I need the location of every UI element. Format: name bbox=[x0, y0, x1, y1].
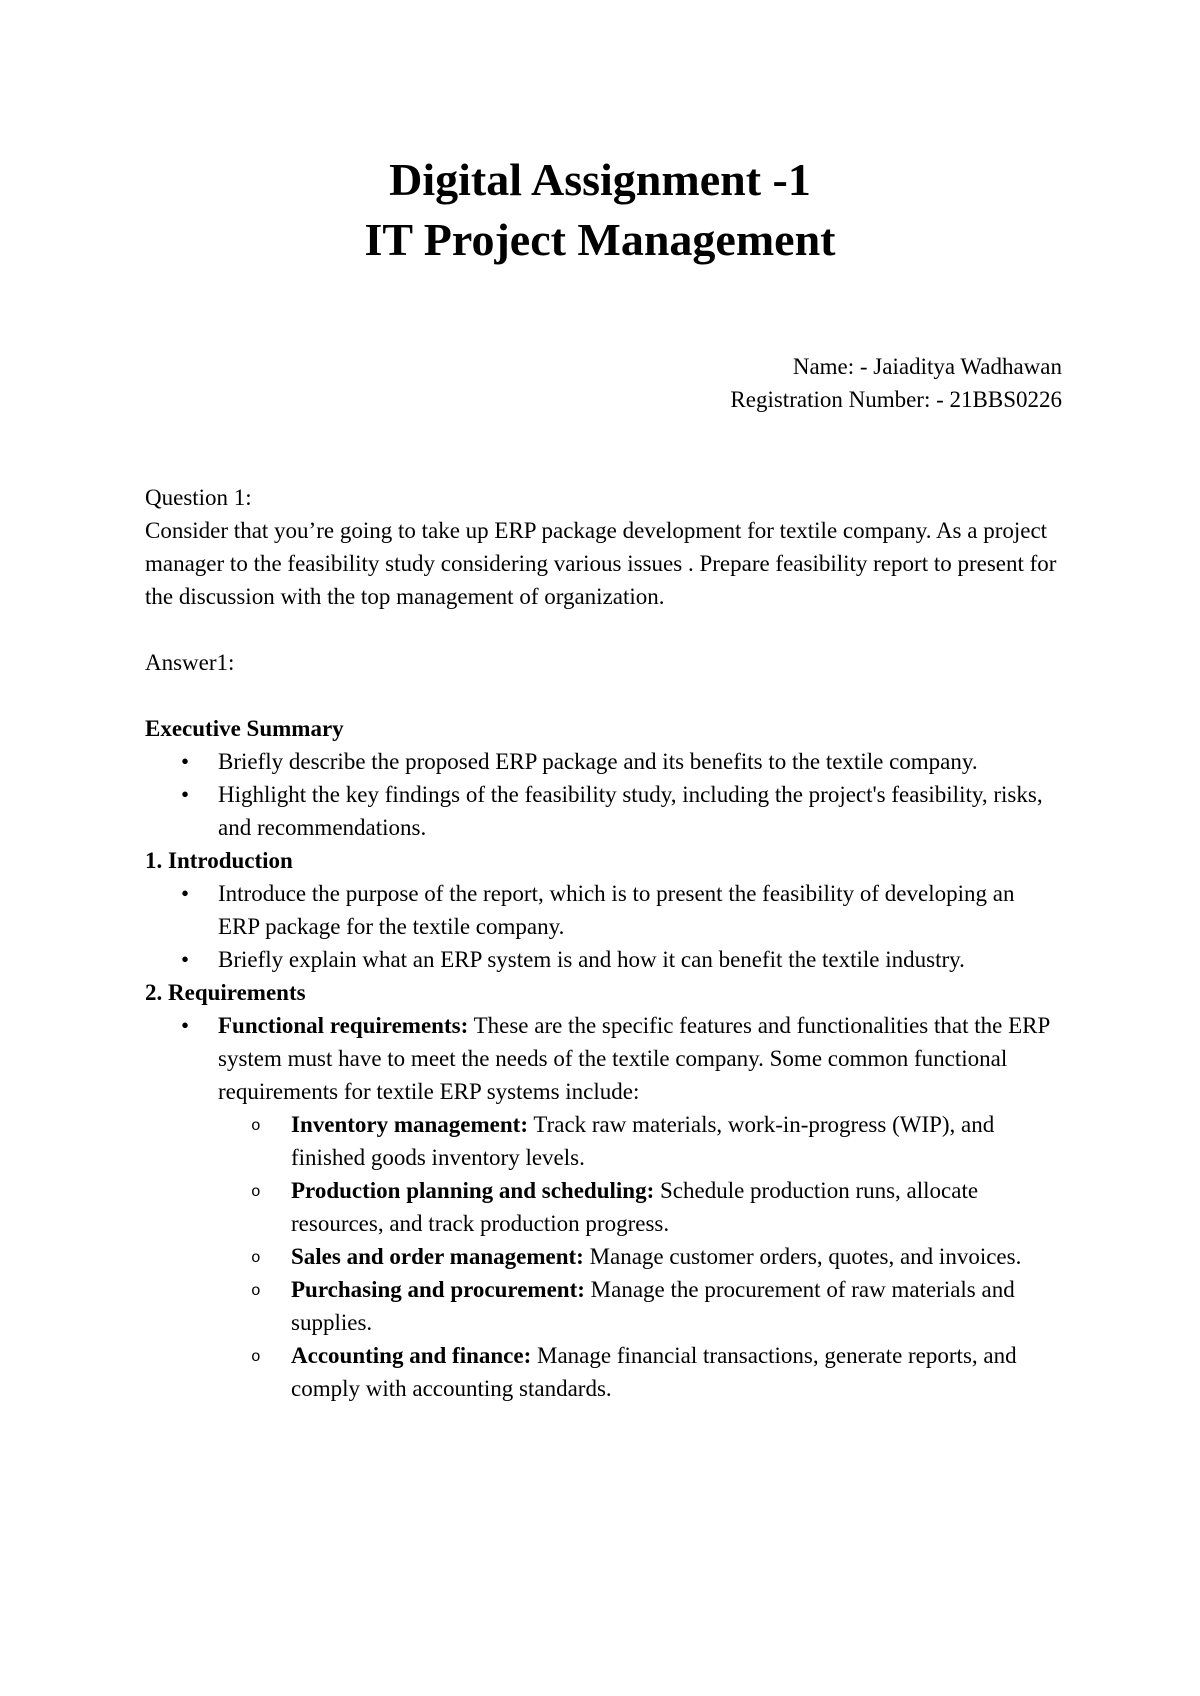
sub-list-item bbox=[218, 1108, 1060, 1174]
title-line-course: IT Project Management bbox=[364, 214, 836, 265]
functional-requirements-text: These are the specific features and functionalities that the ERP system must have to meet the needs of the textile company. Some common functional requirements for textile ERP systems include: bbox=[218, 1013, 1050, 1104]
answer-label: Answer1: bbox=[145, 650, 235, 675]
sub-item-label: Purchasing and procurement: bbox=[291, 1277, 585, 1302]
sub-item-label: Accounting and finance: bbox=[291, 1343, 532, 1368]
student-name: Name: - Jaiaditya Wadhawan bbox=[792, 354, 1062, 379]
introduction-heading: 1. Introduction bbox=[145, 848, 293, 873]
requirements-heading: 2. Requirements bbox=[145, 980, 306, 1005]
list-item: • Introduce the purpose of the report, which is to present the feasibility of developing an ERP package for the textile company. bbox=[145, 877, 1060, 943]
registration-number: Registration Number: - 21BBS0226 bbox=[730, 387, 1062, 412]
sub-list-item bbox=[218, 1273, 1060, 1339]
sub-list-item bbox=[218, 1174, 1060, 1240]
document-title bbox=[0, 150, 1200, 270]
document-body bbox=[145, 481, 1060, 1405]
title-line-assignment: Digital Assignment -1 bbox=[389, 154, 811, 205]
sub-item-text: Manage the procurement of raw materials and supplies. bbox=[291, 1277, 1015, 1335]
introduction-list bbox=[145, 877, 1060, 976]
list-item bbox=[145, 1009, 1060, 1405]
list-item: • Briefly describe the proposed ERP package and its benefits to the textile company. bbox=[145, 745, 1060, 778]
executive-summary-heading: Executive Summary bbox=[145, 716, 344, 741]
question-text: Consider that you’re going to take up ERP package development for textile company. As a project manager to the feasibility study considering various issues . Prepare feasibility report to present for the discussion with the top management of organization. bbox=[145, 518, 1057, 609]
sub-list-item bbox=[218, 1240, 1060, 1273]
sub-item-label: Sales and order management: bbox=[291, 1244, 584, 1269]
list-item: • Briefly explain what an ERP system is and how it can benefit the textile industry. bbox=[145, 943, 1060, 976]
sub-item-label: Production planning and scheduling: bbox=[291, 1178, 655, 1203]
spacer bbox=[145, 679, 1060, 712]
sub-item-text: Manage financial transactions, generate reports, and comply with accounting standards. bbox=[291, 1343, 1017, 1401]
executive-summary-list bbox=[145, 745, 1060, 844]
student-info bbox=[730, 350, 1062, 416]
functional-requirements-sublist bbox=[218, 1108, 1060, 1405]
sub-list-item bbox=[218, 1339, 1060, 1405]
sub-item-text: Manage customer orders, quotes, and invoices. bbox=[583, 1244, 1022, 1269]
sub-item-text: Schedule production runs, allocate resources, and track production progress. bbox=[291, 1178, 979, 1236]
functional-requirements-label: Functional requirements: bbox=[218, 1013, 469, 1038]
list-item: • Highlight the key findings of the feasibility study, including the project's feasibility, risks, and recommendations. bbox=[145, 778, 1060, 844]
spacer bbox=[145, 613, 1060, 646]
sub-item-text: Track raw materials, work-in-progress (WIP), and finished goods inventory levels. bbox=[291, 1112, 995, 1170]
requirements-list bbox=[145, 1009, 1060, 1405]
question-label: Question 1: bbox=[145, 485, 252, 510]
sub-item-label: Inventory management: bbox=[291, 1112, 528, 1137]
